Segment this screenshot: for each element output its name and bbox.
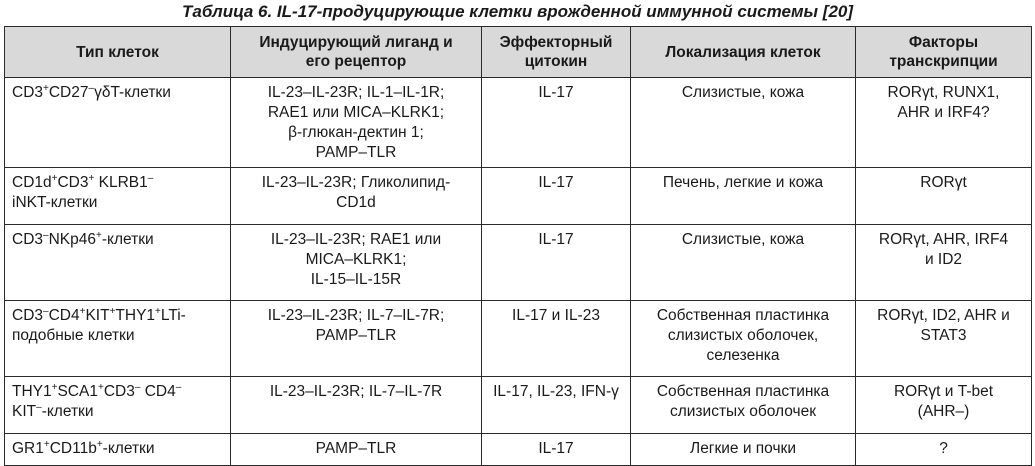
cell-line: RORγt, RUNX1, <box>887 84 1000 101</box>
cell-line: AHR и IRF4? <box>897 104 990 121</box>
transcription-factors <box>856 225 1032 301</box>
cell-type <box>5 434 231 466</box>
header-transcription-factors <box>856 27 1032 78</box>
cell-line: IL-23–IL-23R; IL-7–IL-7R <box>269 383 443 400</box>
superscript: + <box>97 382 104 393</box>
header-localization <box>631 27 856 78</box>
cell-type <box>5 168 231 225</box>
header-cell-type <box>5 27 231 78</box>
cell-line <box>12 402 224 422</box>
ligand-receptor <box>231 377 482 434</box>
cell-line: PAMP–TLR <box>315 327 397 344</box>
text-segment: CD3 <box>103 383 135 400</box>
text-segment: CD3 <box>12 307 44 324</box>
cell-line: PAMP–TLR <box>315 440 397 457</box>
cell-line: IL-17 <box>538 231 574 248</box>
cell-line: Легкие и почки <box>690 440 796 457</box>
text-segment: -клетки <box>102 440 155 457</box>
cell-line <box>12 439 224 459</box>
text-segment: THY1 <box>115 307 156 324</box>
superscript: + <box>88 173 95 184</box>
cell-line: RAE1 или MICA–KLRK1; <box>267 104 445 121</box>
superscript: + <box>51 173 58 184</box>
cell-line <box>12 193 224 213</box>
text-segment: KLRB1 <box>94 174 148 191</box>
header-cytokine <box>482 27 631 78</box>
transcription-factors <box>856 301 1032 377</box>
cell-line: Эффекторный <box>499 34 613 51</box>
immune-cells-table <box>4 26 1032 466</box>
cell-line: IL-17 <box>538 174 574 191</box>
table-row <box>5 434 1032 466</box>
superscript: – <box>147 173 154 184</box>
text-segment: CD1d <box>12 174 52 191</box>
text-segment: iNKT-клетки <box>12 194 98 211</box>
cell-line: Слизистые, кожа <box>681 231 805 248</box>
cell-line: Локализация клеток <box>665 43 821 61</box>
superscript: – <box>175 382 182 393</box>
superscript: – <box>88 83 95 94</box>
ligand-receptor <box>231 78 482 168</box>
cell-localization <box>631 168 856 225</box>
effector-cytokine <box>482 377 631 434</box>
cell-line: RORγt и T-bet <box>893 383 994 400</box>
cell-line: Собственная пластинка <box>656 383 830 400</box>
text-segment: SCA1 <box>57 383 98 400</box>
cell-line: IL-15–IL-15R <box>310 271 402 288</box>
table-row <box>5 78 1032 168</box>
cell-line <box>12 382 224 402</box>
superscript: – <box>43 230 49 241</box>
cell-localization <box>631 434 856 466</box>
cell-line: IL-23–IL-23R; Гликолипид- <box>261 174 451 191</box>
superscript: – <box>134 382 141 393</box>
cell-line: STAT3 <box>920 327 967 344</box>
cell-line: MICA–KLRK1; <box>305 251 407 268</box>
table-row <box>5 377 1032 434</box>
cell-line: RORγt <box>920 174 967 191</box>
header-ligand <box>231 27 482 78</box>
cell-line: IL-17 и IL-23 <box>512 307 600 324</box>
effector-cytokine <box>482 301 631 377</box>
cell-line: и ID2 <box>924 251 963 268</box>
superscript: – <box>43 306 49 317</box>
text-segment: CD27 <box>48 84 89 101</box>
text-segment: -клетки <box>41 403 94 420</box>
cell-type <box>5 377 231 434</box>
superscript: – <box>36 402 42 413</box>
text-segment: CD11b <box>49 440 97 457</box>
text-segment: CD3 <box>12 84 44 101</box>
transcription-factors <box>856 377 1032 434</box>
cell-localization <box>631 301 856 377</box>
text-segment: CD3 <box>57 174 89 191</box>
transcription-factors <box>856 78 1032 168</box>
superscript: + <box>51 382 58 393</box>
superscript: + <box>95 230 102 241</box>
text-segment: CD4 <box>140 383 176 400</box>
ligand-receptor <box>231 301 482 377</box>
ligand-receptor <box>231 434 482 466</box>
table-row <box>5 301 1032 377</box>
transcription-factors <box>856 168 1032 225</box>
text-segment: γδT-клетки <box>94 84 171 101</box>
cell-line: Тип клеток <box>76 43 159 61</box>
cell-line: RORγt, AHR, IRF4 <box>878 231 1009 248</box>
effector-cytokine <box>482 78 631 168</box>
cell-line: β-глюкан-дектин 1; <box>288 124 424 141</box>
superscript: + <box>155 306 161 317</box>
superscript: + <box>109 306 116 317</box>
cell-line: Индуцирующий лиганд и <box>259 34 453 51</box>
superscript: + <box>43 83 49 94</box>
cell-line: Печень, легкие и кожа <box>662 174 824 191</box>
cell-line: IL-17 <box>538 84 574 101</box>
cell-line <box>12 173 224 193</box>
cell-type <box>5 78 231 168</box>
table-row <box>5 168 1032 225</box>
text-segment: KIT <box>85 307 110 324</box>
cell-line: слизистых оболочек, <box>667 327 819 344</box>
effector-cytokine <box>482 168 631 225</box>
text-segment: -клетки <box>101 231 154 248</box>
superscript: + <box>96 439 103 450</box>
cell-line: IL-23–IL-23R; IL-7–IL-7R; <box>267 307 445 324</box>
text-segment: NKp46 <box>48 231 96 248</box>
cell-line: IL-17, IL-23, IFN-γ <box>493 383 619 400</box>
text-segment: CD4 <box>48 307 80 324</box>
text-segment: THY1 <box>12 383 52 400</box>
table-row <box>5 225 1032 301</box>
cell-line: IL-23–IL-23R; IL-1–IL-1R; <box>267 84 445 101</box>
cell-line: RORγt, ID2, AHR и <box>877 307 1010 324</box>
text-segment: подобные клетки <box>12 327 135 344</box>
cell-line: транскрипции <box>889 53 998 70</box>
cell-localization <box>631 78 856 168</box>
cell-line <box>12 83 224 103</box>
cell-line: слизистых оболочек <box>669 403 817 420</box>
text-segment: CD3 <box>12 231 44 248</box>
header-row <box>5 27 1032 78</box>
effector-cytokine <box>482 434 631 466</box>
cell-line: Собственная пластинка <box>656 307 830 324</box>
cell-line: IL-23–IL-23R; RAE1 или <box>270 231 442 248</box>
cell-localization <box>631 377 856 434</box>
cell-line: селезенка <box>706 347 780 364</box>
cell-line: PAMP–TLR <box>315 144 397 161</box>
cell-line <box>12 306 224 326</box>
cell-line: Факторы <box>908 34 979 51</box>
text-segment: KIT <box>12 403 37 420</box>
cell-type <box>5 301 231 377</box>
cell-line: IL-17 <box>538 440 574 457</box>
cell-line: CD1d <box>336 194 376 211</box>
cell-line <box>12 326 224 346</box>
cell-localization <box>631 225 856 301</box>
cell-line: (AHR–) <box>917 403 970 420</box>
cell-line: ? <box>939 440 948 457</box>
cell-line <box>12 230 224 250</box>
cell-type <box>5 225 231 301</box>
cell-line: Слизистые, кожа <box>681 84 805 101</box>
effector-cytokine <box>482 225 631 301</box>
text-segment: GR1 <box>12 440 44 457</box>
ligand-receptor <box>231 225 482 301</box>
transcription-factors <box>856 434 1032 466</box>
ligand-receptor <box>231 168 482 225</box>
cell-line: цитокин <box>524 53 588 70</box>
superscript: + <box>43 439 50 450</box>
cell-line: его рецептор <box>305 53 407 70</box>
text-segment: LTi- <box>160 307 186 324</box>
table-caption: Таблица 6. IL-17-продуцирующие клетки врожденной иммунной системы [20] <box>181 2 854 21</box>
superscript: + <box>79 306 86 317</box>
